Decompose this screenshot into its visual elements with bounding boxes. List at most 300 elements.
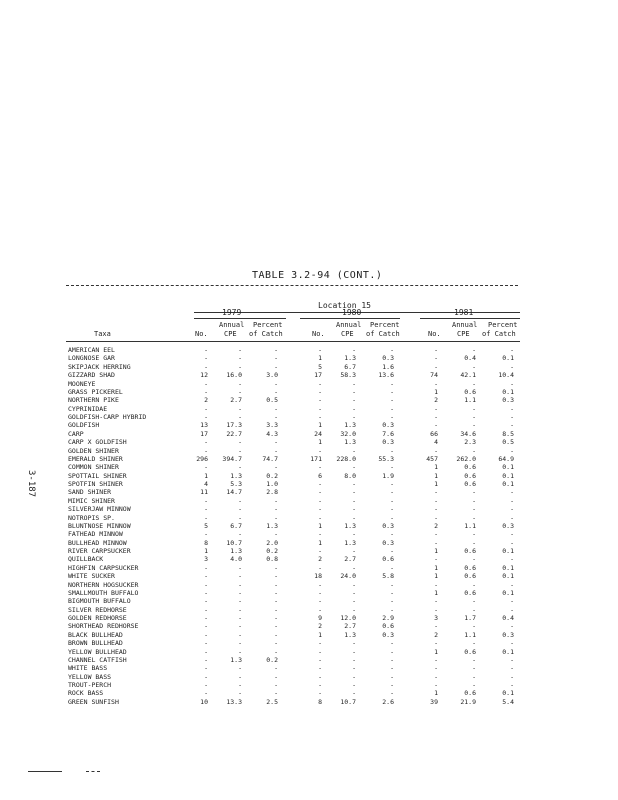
table-cell: - <box>390 488 394 497</box>
table-cell: 0.1 <box>502 387 514 396</box>
table-cell: 1 <box>434 480 438 488</box>
table-cell: - <box>510 446 514 455</box>
table-cell: - <box>510 496 514 505</box>
table-cell: - <box>274 572 278 581</box>
taxon-name: CYPRINIDAE <box>68 404 108 413</box>
table-cell: 4 <box>204 480 208 488</box>
table-cell: - <box>510 379 514 388</box>
table-cell: - <box>390 463 394 472</box>
table-cell: - <box>274 597 278 606</box>
table-cell: 0.6 <box>464 547 476 555</box>
footer-rule <box>28 771 62 772</box>
table-row <box>0 505 618 513</box>
table-row <box>0 514 618 522</box>
table-cell: 21.9 <box>460 697 476 706</box>
table-cell: - <box>510 413 514 421</box>
table-cell: 1 <box>434 647 438 656</box>
table-cell: 1 <box>434 563 438 572</box>
table-row <box>0 572 618 580</box>
table-cell: 16.0 <box>226 371 242 380</box>
taxa-table-body <box>0 346 618 706</box>
table-cell: - <box>510 362 514 371</box>
year-rule-1980 <box>300 318 400 319</box>
table-row <box>0 396 618 404</box>
taxon-name: BULLHEAD MINNOW <box>68 538 127 547</box>
table-cell: - <box>510 597 514 606</box>
table-cell: - <box>352 530 356 539</box>
table-cell: 3.3 <box>266 421 278 430</box>
header-no-1981: No. <box>428 330 441 338</box>
table-row <box>0 455 618 463</box>
table-cell: 1 <box>434 471 438 480</box>
table-cell: - <box>274 605 278 614</box>
table-row <box>0 589 618 597</box>
table-cell: 0.6 <box>464 689 476 698</box>
table-cell: - <box>472 413 476 421</box>
table-cell: - <box>318 387 322 396</box>
table-cell: - <box>352 404 356 413</box>
table-cell: - <box>204 496 208 505</box>
table-cell: 2.9 <box>382 614 394 622</box>
table-cell: - <box>318 639 322 648</box>
table-cell: - <box>352 597 356 606</box>
table-cell: - <box>434 421 438 430</box>
table-cell: - <box>352 496 356 505</box>
table-cell: - <box>204 597 208 606</box>
table-cell: - <box>352 379 356 388</box>
table-cell: - <box>274 354 278 363</box>
table-cell: - <box>318 404 322 413</box>
table-cell: - <box>472 530 476 539</box>
table-cell: 262.0 <box>456 454 476 463</box>
table-cell: - <box>472 488 476 497</box>
table-cell: - <box>390 588 394 597</box>
header-pct-top-1981: Percent <box>488 321 518 329</box>
table-cell: - <box>274 681 278 689</box>
taxon-name: SAND SHINER <box>68 488 112 497</box>
table-cell: - <box>434 538 438 547</box>
table-cell: 9 <box>318 614 322 622</box>
table-cell: - <box>352 681 356 689</box>
table-cell: - <box>318 681 322 689</box>
year-rule-1979 <box>194 318 286 319</box>
table-cell: 17 <box>314 371 322 380</box>
table-cell: - <box>472 505 476 514</box>
table-cell: - <box>510 404 514 413</box>
table-cell: 2.0 <box>266 538 278 547</box>
taxon-name: NORTHERN PIKE <box>68 396 119 405</box>
taxon-name: YELLOW BASS <box>68 672 112 681</box>
table-cell: - <box>318 647 322 656</box>
table-cell: 1 <box>434 689 438 698</box>
table-cell: - <box>434 488 438 497</box>
table-cell: 2.8 <box>266 488 278 497</box>
taxon-name: CHANNEL CATFISH <box>68 655 127 664</box>
taxon-name: SMALLMOUTH BUFFALO <box>68 588 139 597</box>
table-cell: 13.6 <box>378 371 394 380</box>
table-cell: 13 <box>200 421 208 430</box>
table-cell: - <box>472 555 476 564</box>
table-cell: - <box>318 689 322 698</box>
taxon-name: GOLDEN REDHORSE <box>68 614 127 622</box>
table-cell: 34.6 <box>460 429 476 438</box>
table-cell: - <box>274 505 278 514</box>
table-cell: 0.6 <box>464 572 476 581</box>
table-cell: - <box>434 413 438 421</box>
table-cell: 0.3 <box>382 354 394 363</box>
table-cell: - <box>318 563 322 572</box>
table-cell: 24 <box>314 429 322 438</box>
table-row <box>0 698 618 706</box>
table-cell: 1.0 <box>266 480 278 488</box>
taxon-name: AMERICAN EEL <box>68 346 115 354</box>
header-cpe-bottom-1980: CPE <box>341 330 354 338</box>
table-cell: - <box>390 346 394 354</box>
taxon-name: MIMIC SHINER <box>68 496 115 505</box>
table-cell: - <box>510 488 514 497</box>
table-cell: 1.3 <box>344 438 356 447</box>
table-cell: 0.1 <box>502 471 514 480</box>
taxon-name: GIZZARD SHAD <box>68 371 115 380</box>
table-cell: - <box>472 672 476 681</box>
table-cell: 10.4 <box>498 371 514 380</box>
table-cell: - <box>204 664 208 673</box>
year-1981: 1981 <box>454 308 474 317</box>
table-cell: 5 <box>318 362 322 371</box>
header-cpe-top-1979: Annual <box>219 321 245 329</box>
page-number: 3-187 <box>26 470 36 498</box>
taxon-name: HIGHFIN CARPSUCKER <box>68 563 139 572</box>
table-cell: - <box>204 622 208 631</box>
table-cell: 11 <box>200 488 208 497</box>
table-cell: - <box>318 597 322 606</box>
table-cell: - <box>352 588 356 597</box>
table-cell: - <box>204 413 208 421</box>
table-cell: - <box>204 563 208 572</box>
table-row <box>0 539 618 547</box>
table-cell: - <box>352 664 356 673</box>
table-cell: 0.2 <box>266 655 278 664</box>
header-taxa: Taxa <box>94 330 111 338</box>
table-cell: - <box>238 404 242 413</box>
table-cell: - <box>238 630 242 639</box>
table-row <box>0 555 618 563</box>
table-cell: - <box>510 605 514 614</box>
table-cell: 1.3 <box>344 354 356 363</box>
table-cell: 1.3 <box>344 421 356 430</box>
table-cell: 2 <box>434 630 438 639</box>
table-cell: 24.0 <box>340 572 356 581</box>
table-cell: - <box>352 346 356 354</box>
taxon-name: MOONEYE <box>68 379 96 388</box>
table-cell: - <box>390 639 394 648</box>
table-row <box>0 622 618 630</box>
table-cell: 0.6 <box>464 588 476 597</box>
table-cell: 2.7 <box>230 396 242 405</box>
taxon-name: GOLDEN SHINER <box>68 446 119 455</box>
taxon-name: BROWN BULLHEAD <box>68 639 123 648</box>
table-cell: - <box>238 387 242 396</box>
table-cell: - <box>274 463 278 472</box>
table-row <box>0 614 618 622</box>
table-cell: - <box>204 346 208 354</box>
table-cell: - <box>238 346 242 354</box>
table-cell: 8 <box>318 697 322 706</box>
table-cell: - <box>204 580 208 589</box>
table-row <box>0 597 618 605</box>
table-cell: 0.6 <box>464 480 476 488</box>
table-cell: 0.8 <box>266 555 278 564</box>
table-cell: - <box>238 647 242 656</box>
table-cell: - <box>238 446 242 455</box>
table-cell: - <box>274 496 278 505</box>
table-cell: - <box>204 362 208 371</box>
table-cell: - <box>352 396 356 405</box>
table-cell: - <box>318 530 322 539</box>
table-cell: - <box>472 597 476 606</box>
table-row <box>0 472 618 480</box>
table-cell: 8.5 <box>502 429 514 438</box>
table-cell: - <box>390 580 394 589</box>
table-cell: 0.3 <box>382 438 394 447</box>
table-cell: - <box>238 672 242 681</box>
table-cell: - <box>472 655 476 664</box>
table-cell: - <box>238 622 242 631</box>
table-cell: - <box>434 404 438 413</box>
table-cell: 0.1 <box>502 572 514 581</box>
table-cell: 0.3 <box>502 521 514 530</box>
table-cell: 1.3 <box>230 471 242 480</box>
header-pct-bottom-1980: of Catch <box>366 330 400 338</box>
table-cell: 1.6 <box>382 362 394 371</box>
table-cell: 2 <box>434 521 438 530</box>
table-cell: - <box>274 647 278 656</box>
table-cell: 17 <box>200 429 208 438</box>
table-cell: - <box>390 689 394 698</box>
table-cell: - <box>238 614 242 622</box>
table-cell: 0.1 <box>502 563 514 572</box>
table-cell: - <box>352 647 356 656</box>
table-row <box>0 421 618 429</box>
taxon-name: GRASS PICKEREL <box>68 387 123 396</box>
table-cell: - <box>510 421 514 430</box>
table-cell: - <box>238 530 242 539</box>
table-cell: - <box>352 513 356 522</box>
taxon-name: NOTROPIS SP. <box>68 513 115 522</box>
table-cell: 1 <box>434 572 438 581</box>
table-cell: - <box>238 689 242 698</box>
table-cell: - <box>274 530 278 539</box>
table-cell: - <box>204 387 208 396</box>
table-cell: - <box>434 681 438 689</box>
table-cell: - <box>318 413 322 421</box>
table-cell: - <box>352 463 356 472</box>
table-cell: - <box>352 505 356 514</box>
table-cell: - <box>390 563 394 572</box>
table-cell: - <box>238 463 242 472</box>
table-cell: - <box>238 580 242 589</box>
table-cell: - <box>390 664 394 673</box>
taxon-name: BLUNTNOSE MINNOW <box>68 521 131 530</box>
table-cell: - <box>274 346 278 354</box>
table-cell: 394.7 <box>222 454 242 463</box>
table-cell: - <box>434 346 438 354</box>
table-cell: - <box>434 597 438 606</box>
table-cell: - <box>510 513 514 522</box>
table-cell: 39 <box>430 697 438 706</box>
table-cell: - <box>510 672 514 681</box>
table-cell: 1.1 <box>464 396 476 405</box>
table-cell: - <box>274 639 278 648</box>
taxon-name: LONGNOSE GAR <box>68 354 115 363</box>
table-row <box>0 648 618 656</box>
table-row <box>0 656 618 664</box>
table-cell: - <box>352 488 356 497</box>
table-cell: 12 <box>200 371 208 380</box>
table-cell: - <box>274 438 278 447</box>
table-cell: - <box>472 580 476 589</box>
table-cell: - <box>510 664 514 673</box>
table-cell: 4.3 <box>266 429 278 438</box>
table-cell: 1 <box>318 630 322 639</box>
table-cell: 6.7 <box>230 521 242 530</box>
table-cell: - <box>434 362 438 371</box>
table-cell: - <box>390 513 394 522</box>
header-cpe-top-1981: Annual <box>452 321 478 329</box>
header-no-1979: No. <box>195 330 208 338</box>
table-row <box>0 606 618 614</box>
table-row <box>0 488 618 496</box>
table-cell: - <box>318 446 322 455</box>
table-cell: - <box>510 622 514 631</box>
table-cell: 0.1 <box>502 689 514 698</box>
table-cell: - <box>472 404 476 413</box>
table-cell: 1.3 <box>344 521 356 530</box>
table-cell: - <box>510 580 514 589</box>
table-cell: - <box>352 639 356 648</box>
table-cell: - <box>390 672 394 681</box>
table-cell: 1.3 <box>344 538 356 547</box>
year-1979: 1979 <box>222 308 242 317</box>
taxon-name: GOLDFISH <box>68 421 100 430</box>
table-cell: 0.1 <box>502 547 514 555</box>
table-cell: - <box>274 404 278 413</box>
table-cell: - <box>434 513 438 522</box>
table-cell: - <box>390 379 394 388</box>
table-cell: 2 <box>318 622 322 631</box>
table-cell: - <box>434 622 438 631</box>
table-cell: 1 <box>318 438 322 447</box>
header-rule <box>66 341 520 342</box>
table-cell: - <box>318 396 322 405</box>
table-cell: - <box>510 639 514 648</box>
table-cell: 5.8 <box>382 572 394 581</box>
table-cell: 5 <box>204 521 208 530</box>
taxon-name: SHORTHEAD REDHORSE <box>68 622 139 631</box>
table-cell: - <box>274 672 278 681</box>
table-cell: - <box>274 614 278 622</box>
table-cell: 0.6 <box>464 563 476 572</box>
table-cell: 6 <box>318 471 322 480</box>
taxon-name: COMMON SHINER <box>68 463 119 472</box>
table-cell: - <box>318 605 322 614</box>
table-cell: 1 <box>204 471 208 480</box>
table-row <box>0 430 618 438</box>
table-cell: - <box>390 605 394 614</box>
table-cell: - <box>318 488 322 497</box>
table-cell: - <box>318 480 322 488</box>
table-cell: - <box>472 639 476 648</box>
table-row <box>0 380 618 388</box>
table-cell: - <box>204 379 208 388</box>
table-cell: 2.7 <box>344 555 356 564</box>
table-cell: - <box>238 438 242 447</box>
table-cell: 228.0 <box>336 454 356 463</box>
table-cell: 17.3 <box>226 421 242 430</box>
table-cell: - <box>390 647 394 656</box>
table-cell: - <box>204 354 208 363</box>
table-row <box>0 438 618 446</box>
table-cell: - <box>204 404 208 413</box>
table-cell: 0.3 <box>382 421 394 430</box>
table-cell: - <box>318 655 322 664</box>
table-row <box>0 681 618 689</box>
header-pct-bottom-1979: of Catch <box>249 330 283 338</box>
table-cell: - <box>434 446 438 455</box>
table-cell: - <box>434 580 438 589</box>
table-cell: 10.7 <box>226 538 242 547</box>
table-cell: - <box>204 655 208 664</box>
table-cell: - <box>510 538 514 547</box>
header-cpe-top-1980: Annual <box>336 321 362 329</box>
table-cell: 1.7 <box>464 614 476 622</box>
table-cell: 12.0 <box>340 614 356 622</box>
table-cell: - <box>390 404 394 413</box>
taxon-name: RIVER CARPSUCKER <box>68 547 131 555</box>
table-cell: 1 <box>318 354 322 363</box>
table-cell: - <box>352 387 356 396</box>
table-cell: 0.3 <box>382 630 394 639</box>
taxon-name: WHITE BASS <box>68 664 108 673</box>
table-cell: 0.4 <box>464 354 476 363</box>
location-heading: Location 15 <box>318 301 371 310</box>
table-cell: - <box>434 672 438 681</box>
table-cell: - <box>352 605 356 614</box>
table-cell: 1 <box>318 521 322 530</box>
year-1980: 1980 <box>342 308 362 317</box>
table-cell: 3.0 <box>266 371 278 380</box>
table-cell: 2.7 <box>344 622 356 631</box>
table-cell: - <box>204 505 208 514</box>
table-cell: 0.6 <box>382 622 394 631</box>
table-cell: 1 <box>434 387 438 396</box>
taxon-name: NORTHERN HOGSUCKER <box>68 580 139 589</box>
table-cell: 2.6 <box>382 697 394 706</box>
table-cell: - <box>238 597 242 606</box>
table-cell: - <box>204 530 208 539</box>
table-cell: 0.2 <box>266 471 278 480</box>
taxon-name: QUILLBACK <box>68 555 104 564</box>
table-cell: 0.6 <box>464 387 476 396</box>
table-cell: - <box>204 588 208 597</box>
table-cell: - <box>472 622 476 631</box>
table-cell: 22.7 <box>226 429 242 438</box>
table-cell: - <box>318 463 322 472</box>
table-row <box>0 689 618 697</box>
table-cell: - <box>390 681 394 689</box>
table-cell: 1.9 <box>382 471 394 480</box>
table-cell: - <box>238 572 242 581</box>
